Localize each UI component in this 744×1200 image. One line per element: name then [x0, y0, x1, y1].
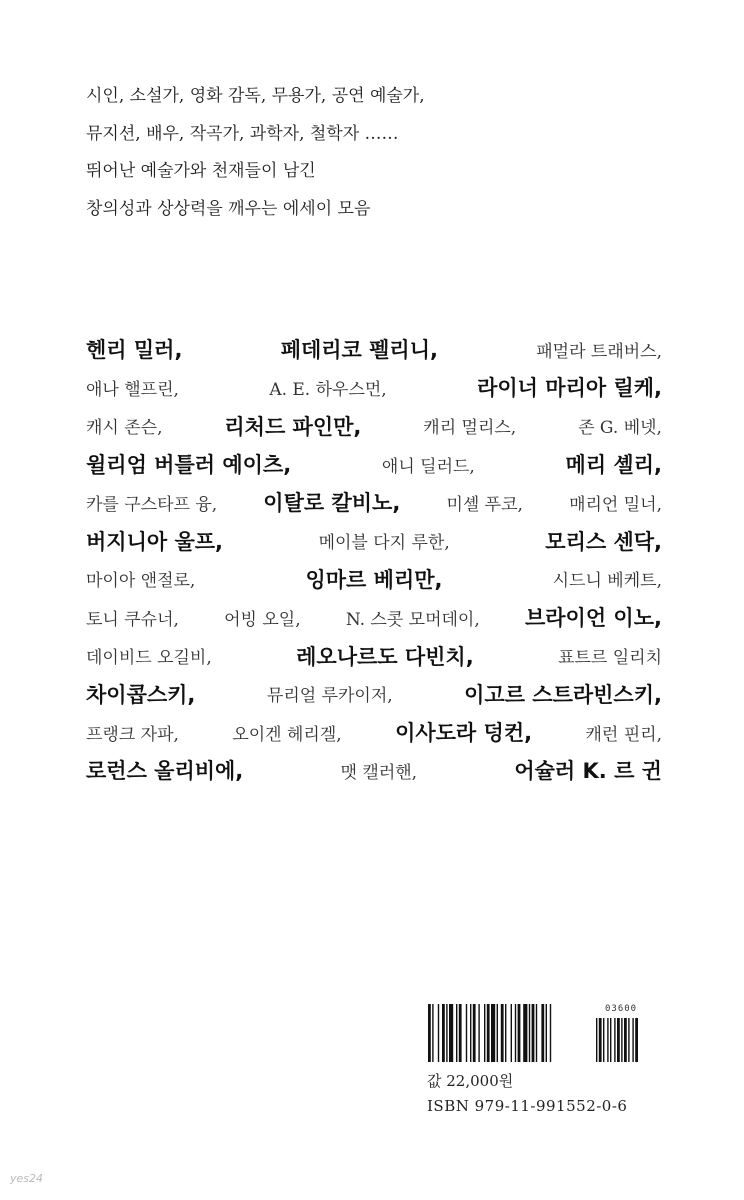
author-name: 매리언 밀너,: [569, 494, 662, 515]
author-name-bold: 이고르 스트라빈스키,: [464, 682, 662, 707]
intro-line: 뮤지션, 배우, 작곡가, 과학자, 철학자 ……: [86, 123, 399, 144]
barcode-addon-bar: [603, 1018, 604, 1062]
watermark: yes24: [10, 1172, 44, 1185]
isbn-label: ISBN 979-11-991552-0-6: [427, 1097, 628, 1115]
author-name-bold: 리처드 파인만,: [224, 414, 362, 439]
author-row: [86, 330, 662, 368]
author-name-bold: 페데리코 펠리니,: [280, 338, 438, 363]
author-name: A. E. 하우스먼,: [269, 379, 387, 400]
barcode-bar: [432, 1004, 433, 1062]
author-row: [86, 483, 662, 521]
author-name: 메이블 다지 루한,: [318, 533, 450, 554]
barcode-addon-bar: [621, 1018, 622, 1062]
barcode-bar: [487, 1004, 490, 1062]
barcode-bar: [541, 1004, 544, 1062]
barcode-addon-bar: [628, 1018, 629, 1062]
author-name: 데이비드 오길비,: [86, 648, 212, 669]
author-name: 오이겐 헤리겔,: [232, 724, 342, 745]
author-name-bold: 차이콥스키,: [86, 682, 196, 707]
author-name: 표트르 일리치: [558, 648, 662, 669]
intro-line: 창의성과 상상력을 깨우는 에세이 모음: [86, 198, 371, 219]
barcode-bar: [536, 1004, 537, 1062]
author-name-bold: 버지니아 울프,: [86, 529, 224, 554]
barcode-bar: [505, 1004, 506, 1062]
author-name-bold: 이탈로 칼비노,: [263, 491, 401, 516]
barcode-addon-bar: [624, 1018, 627, 1062]
barcode-bar: [491, 1004, 495, 1062]
author-name-bold: 모리스 센닥,: [545, 529, 662, 554]
author-row: [86, 368, 662, 406]
author-name: N. 스콧 모머데이,: [345, 609, 480, 630]
barcode-addon-bar: [607, 1018, 608, 1062]
author-name: 존 G. 베넷,: [578, 418, 662, 439]
author-name-bold: 로런스 올리비에,: [86, 759, 244, 784]
barcode-bar: [497, 1004, 498, 1062]
barcode-bar: [473, 1004, 476, 1062]
barcode-bar: [428, 1004, 431, 1062]
author-name-bold: 윌리엄 버틀러 예이츠,: [86, 453, 292, 478]
barcode-bar: [515, 1004, 516, 1062]
intro-line: 시인, 소설가, 영화 감독, 무용가, 공연 예술가,: [86, 86, 425, 106]
author-row: [86, 675, 662, 713]
author-name-bold: 라이너 마리아 릴케,: [477, 376, 662, 401]
barcode-bar: [532, 1004, 535, 1062]
author-name-bold: 메리 셸리,: [565, 453, 662, 478]
intro-line: 뛰어난 예술가와 천재들이 남긴: [86, 161, 316, 181]
author-row: [86, 521, 662, 559]
barcode-addon-bar: [614, 1018, 615, 1062]
author-name: 애나 핼프린,: [86, 379, 179, 400]
barcode-addon-bar: [632, 1018, 633, 1062]
barcode-bar: [438, 1004, 439, 1062]
barcode-bar: [466, 1004, 467, 1062]
author-name-bold: 잉마르 베리만,: [305, 567, 443, 592]
author-list: [86, 330, 662, 790]
author-name: 미셸 푸코,: [446, 494, 523, 515]
barcode-bar: [470, 1004, 471, 1062]
barcode-addon-bar: [635, 1018, 638, 1062]
author-name-bold: 브라이언 이노,: [524, 606, 662, 631]
barcode-bar: [442, 1004, 445, 1062]
barcode-bar: [446, 1004, 447, 1062]
price-label: 값 22,000원: [427, 1072, 514, 1090]
author-name: 프랭크 자파,: [86, 724, 179, 745]
author-row: [86, 598, 662, 636]
author-name: 시드니 베케트,: [552, 571, 662, 592]
author-name: 토니 쿠슈너,: [86, 609, 179, 630]
barcode-addon-bar: [610, 1018, 611, 1062]
barcode-bar: [523, 1004, 527, 1062]
author-name: 애니 딜러드,: [381, 456, 475, 477]
barcode-bar: [484, 1004, 485, 1062]
author-row: [86, 636, 662, 674]
barcode-addon-number: 03600: [605, 1004, 638, 1014]
author-name: 뮤리얼 루카이저,: [266, 686, 393, 707]
author-name-bold: 레오나르도 다빈치,: [296, 644, 474, 669]
barcode-addon-bar: [599, 1018, 602, 1062]
barcode-bar: [518, 1004, 521, 1062]
barcode-bar: [478, 1004, 479, 1062]
author-row: [86, 407, 662, 445]
author-name: 어빙 오일,: [224, 609, 301, 630]
author-name: 패멀라 트래버스,: [536, 341, 662, 362]
author-name-bold: 헨리 밀러,: [86, 338, 183, 363]
author-name: 캐리 멀리스,: [423, 418, 517, 439]
barcode-bar: [529, 1004, 530, 1062]
author-name: 캐런 핀리,: [585, 724, 662, 745]
author-name: 맷 캘러핸,: [340, 762, 418, 783]
author-name-bold: 어슐러 K. 르 귄: [514, 759, 662, 784]
author-row: [86, 751, 662, 789]
author-name: 마이아 앤절로,: [86, 571, 196, 592]
barcode-bar: [501, 1004, 504, 1062]
barcode-bar: [550, 1004, 551, 1062]
barcode-bar: [546, 1004, 547, 1062]
intro-text: [86, 78, 686, 228]
author-row: [86, 713, 662, 751]
author-name: 캐시 존슨,: [86, 418, 163, 439]
author-name: 카를 구스타프 융,: [86, 494, 218, 515]
barcode-addon-bar: [596, 1018, 597, 1062]
author-row: [86, 445, 662, 483]
barcode-bar: [449, 1004, 453, 1062]
author-name-bold: 이사도라 덩컨,: [395, 721, 533, 746]
barcode-bar: [511, 1004, 512, 1062]
barcode-addon-bar: [617, 1018, 620, 1062]
author-row: [86, 560, 662, 598]
barcode-bar: [459, 1004, 462, 1062]
barcode-bar: [456, 1004, 457, 1062]
